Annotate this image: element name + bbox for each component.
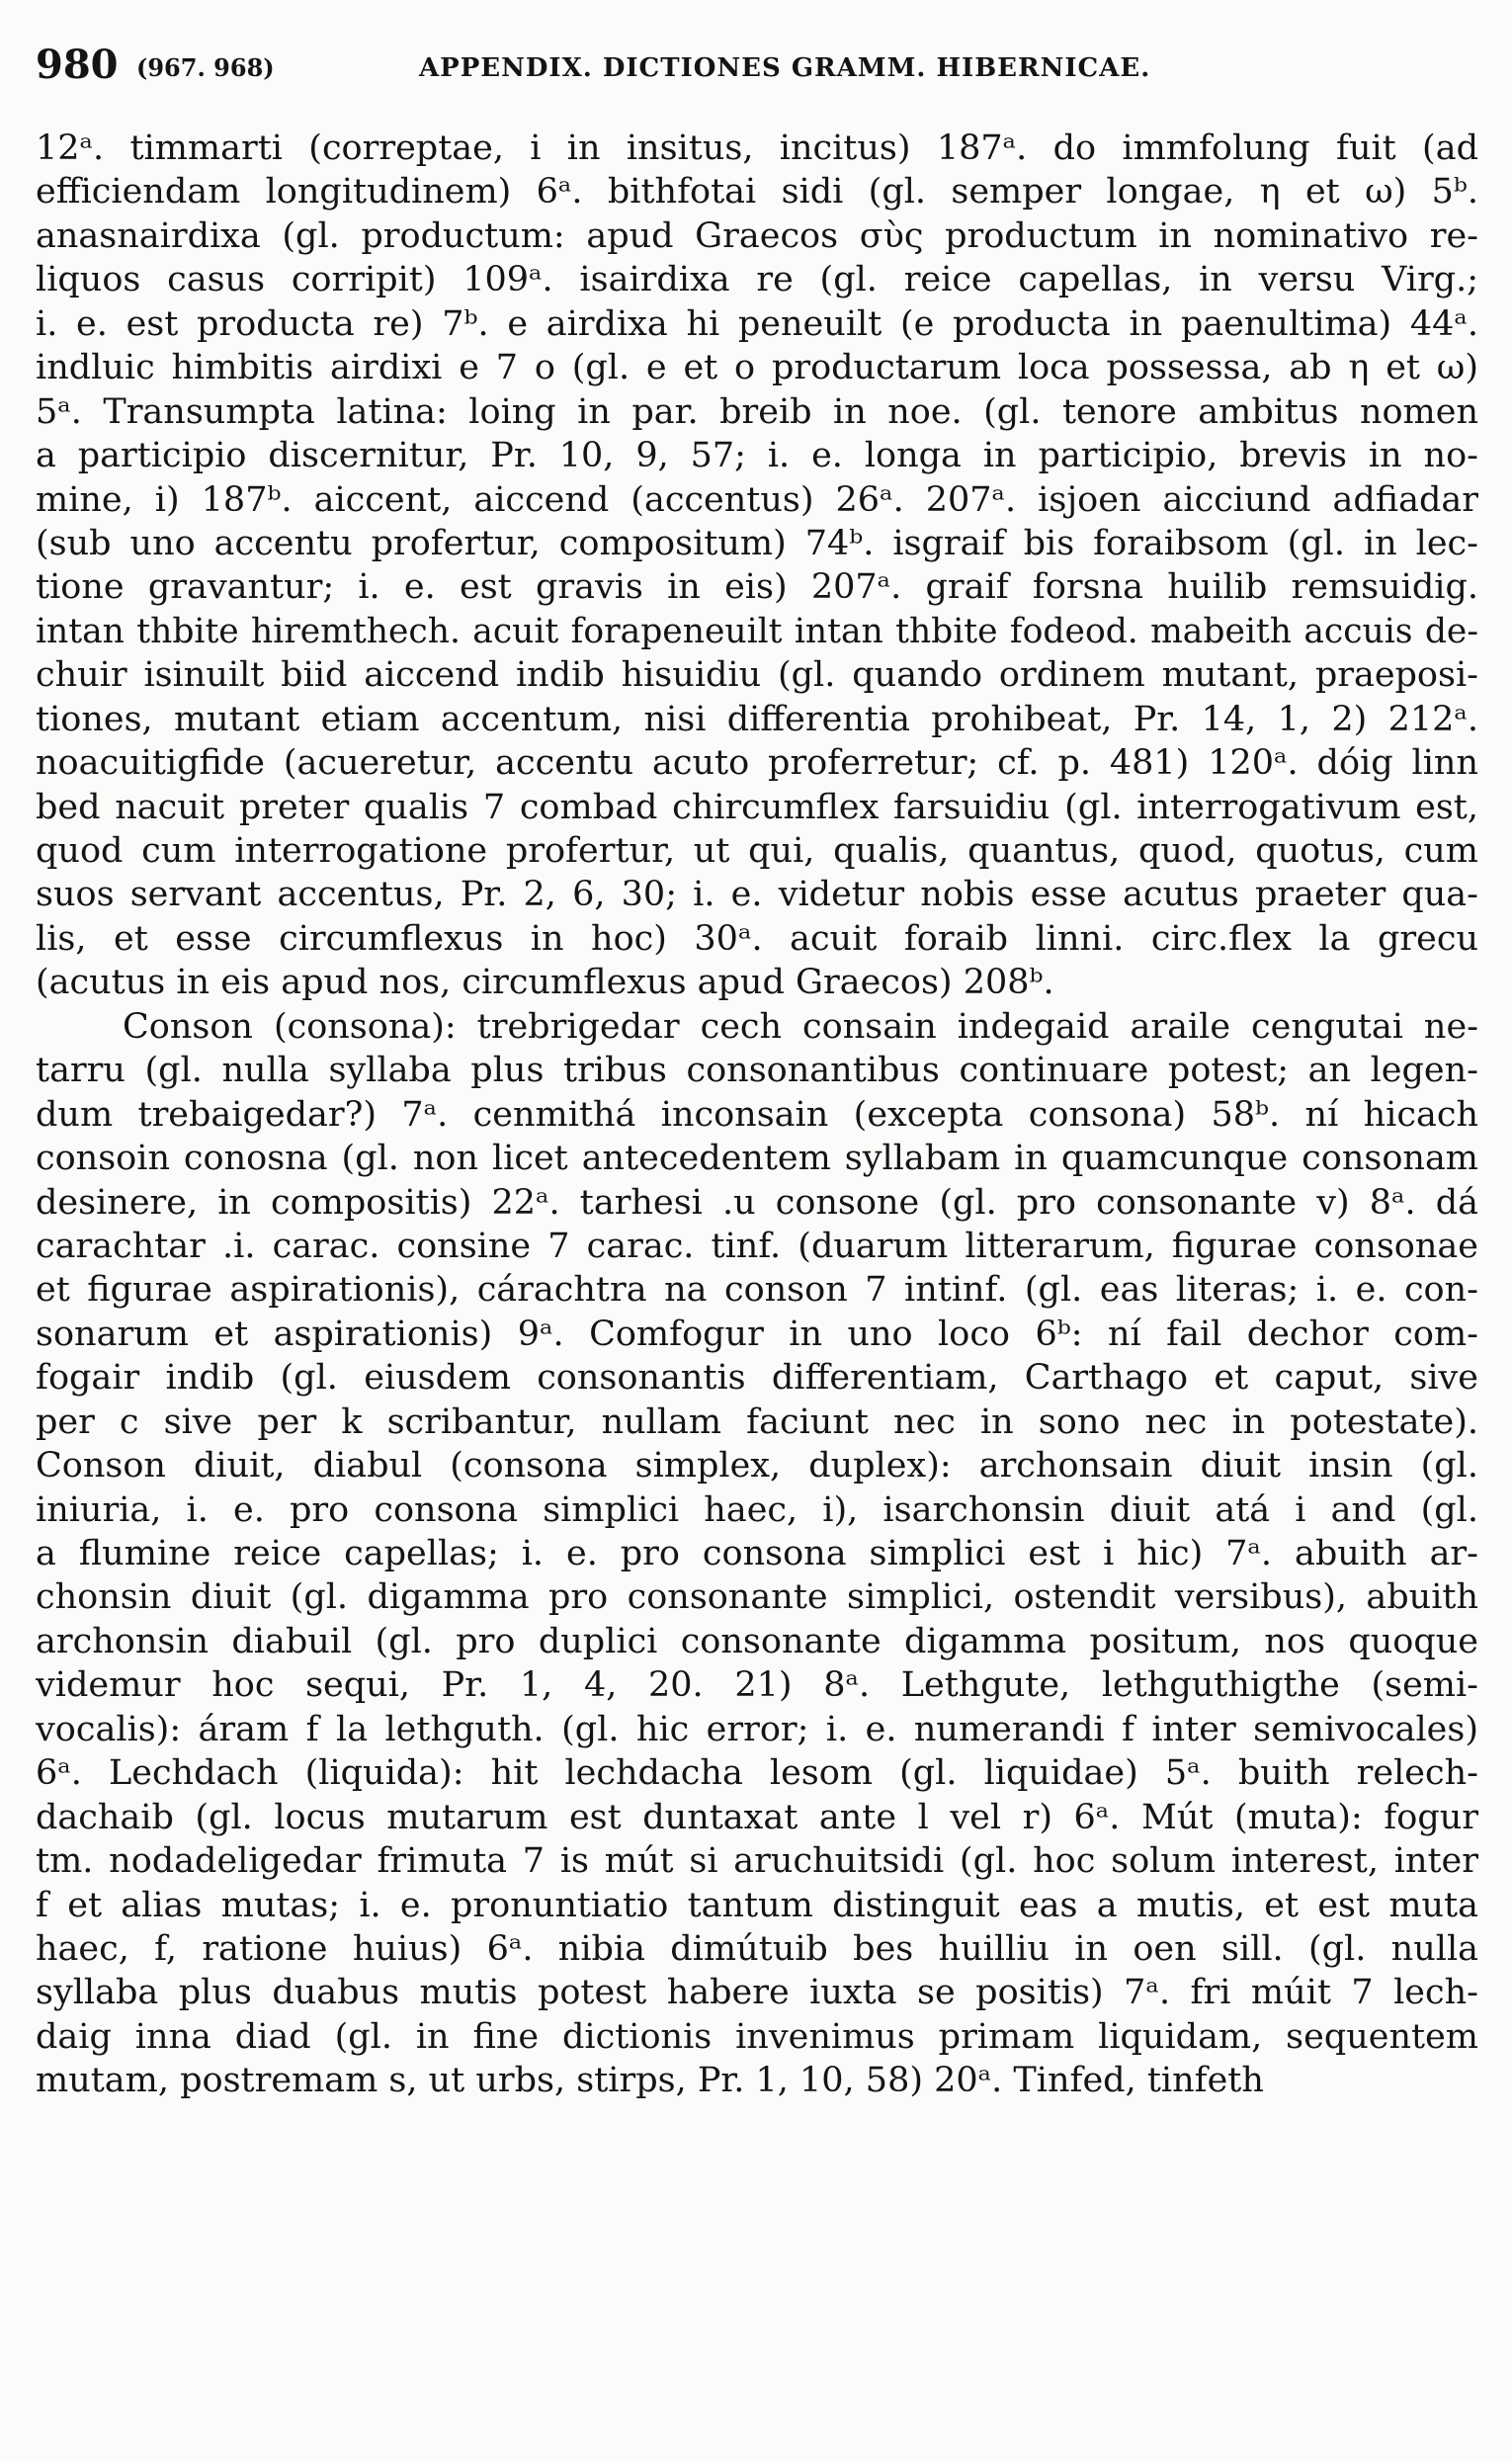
text-line: mutam, postremam s, ut urbs, stirps, Pr. 1, 10, 58) 20ᵃ. Tinfed, tinfeth: [36, 2061, 1264, 2101]
text-line: (acutus in eis apud nos, circumflexus apud Graecos) 208ᵇ.: [36, 963, 1054, 1003]
running-title: APPENDIX. DICTIONES GRAMM. HIBERNICAE.: [419, 53, 1151, 83]
text-line: (sub uno accentu profertur, compositum) 74ᵇ. isgraif bis foraibsom (gl. in lec-: [36, 523, 1478, 563]
text-line: efficiendam longitudinem) 6ᵃ. bithfotai sidi (gl. semper longae, η et ω) 5ᵇ.: [36, 172, 1478, 212]
text-line: per c sive per k scribantur, nullam faciunt nec in sono nec in potestate).: [36, 1401, 1478, 1442]
text-line: et figurae aspirationis), cárachtra na conson 7 intinf. (gl. eas literas; i. e. con-: [36, 1270, 1478, 1311]
text-line: tiones, mutant etiam accentum, nisi differentia prohibeat, Pr. 14, 1, 2) 212ᵃ.: [36, 699, 1478, 739]
text-line: 6ᵃ. Lechdach (liquida): hit lechdacha lesom (gl. liquidae) 5ᵃ. buith relech-: [36, 1753, 1478, 1794]
text-line: i. e. est producta re) 7ᵇ. e airdixa hi peneuilt (e producta in paenultima) 44ᵃ.: [36, 303, 1478, 344]
page-number: 980: [36, 42, 119, 88]
text-line: daig inna diad (gl. in fine dictionis invenimus primam liquidam, sequentem: [36, 2016, 1478, 2057]
text-line: sonarum et aspirationis) 9ᵃ. Comfogur in uno loco 6ᵇ: ní fail dechor com-: [36, 1314, 1478, 1354]
text-line: liquos casus corripit) 109ᵃ. isairdixa re (gl. reice capellas, in versu Virg.;: [36, 260, 1478, 300]
section-reference: (967. 968): [136, 53, 275, 82]
text-line: carachtar .i. carac. consine 7 carac. tinf. (duarum litterarum, figurae consonae: [36, 1226, 1478, 1266]
text-line: chonsin diuit (gl. digamma pro consonante simplici, ostendit versibus), abuith: [36, 1577, 1478, 1618]
text-line: lis, et esse circumflexus in hoc) 30ᵃ. acuit foraib linni. circ.flex la grecu: [36, 918, 1478, 959]
text-line: anasnairdixa (gl. productum: apud Graecos σὺς productum in nominativo re-: [36, 215, 1478, 256]
text-line: archonsin diabuil (gl. pro duplici consonante digamma positum, nos quoque: [36, 1621, 1478, 1661]
text-line: mine, i) 187ᵇ. aiccent, aiccend (accentus) 26ᵃ. 207ᵃ. isjoen aicciund adfiadar: [36, 479, 1478, 520]
text-line: desinere, in compositis) 22ᵃ. tarhesi .u consone (gl. pro consonante v) 8ᵃ. dá: [36, 1182, 1478, 1223]
text-line: f et alias mutas; i. e. pronuntiatio tantum distinguit eas a mutis, et est muta: [36, 1885, 1478, 1925]
glossary-text: [36, 127, 1478, 2103]
text-line: syllaba plus duabus mutis potest habere iuxta se positis) 7ᵃ. fri múit 7 lech-: [36, 1973, 1478, 2013]
text-line: intan thbite hiremthech. acuit forapeneuilt intan thbite fodeod. mabeith accuis de-: [36, 611, 1478, 651]
text-line: vocalis): áram f la lethguth. (gl. hic error; i. e. numerandi f inter semivocales): [36, 1709, 1478, 1749]
text-line: 12ᵃ. timmarti (correptae, i in insitus, incitus) 187ᵃ. do immfolung fuit (ad: [36, 128, 1478, 168]
text-line: dachaib (gl. locus mutarum est duntaxat ante l vel r) 6ᵃ. Mút (muta): fogur: [36, 1797, 1478, 1837]
text-line: consoin conosna (gl. non licet antecedentem syllabam in quamcunque consonam: [36, 1139, 1478, 1179]
text-line: 5ᵃ. Transumpta latina: loing in par. breib in noe. (gl. tenore ambitus nomen: [36, 391, 1478, 432]
text-line: indluic himbitis airdixi e 7 o (gl. e et o productarum loca possessa, ab η et ω): [36, 348, 1478, 388]
text-line: Conson diuit, diabul (consona simplex, duplex): archonsain diuit insin (gl.: [36, 1446, 1478, 1486]
text-line: iniuria, i. e. pro consona simplici haec, i), isarchonsin diuit atá i and (gl.: [36, 1489, 1478, 1530]
text-line: chuir isinuilt biid aiccend indib hisuidiu (gl. quando ordinem mutant, praeposi-: [36, 655, 1478, 696]
text-line: a flumine reice capellas; i. e. pro consona simplici est i hic) 7ᵃ. abuith ar-: [36, 1534, 1478, 1573]
text-line: videmur hoc sequi, Pr. 1, 4, 20. 21) 8ᵃ. Lethgute, lethguthigthe (semi-: [36, 1665, 1478, 1706]
text-line: suos servant accentus, Pr. 2, 6, 30; i. e. videtur nobis esse acutus praeter qua-: [36, 875, 1478, 915]
text-line: Conson (consona): trebrigedar cech consain indegaid araile cengutai ne-: [123, 1006, 1478, 1047]
text-line: tione gravantur; i. e. est gravis in eis) 207ᵃ. graif forsna huilib remsuidig.: [36, 567, 1478, 608]
text-line: haec, f, ratione huius) 6ᵃ. nibia dimútuib bes huilliu in oen sill. (gl. nulla: [36, 1928, 1478, 1969]
text-line: quod cum interrogatione profertur, ut qui, qualis, quantus, quod, quotus, cum: [36, 831, 1478, 871]
text-line: a participio discernitur, Pr. 10, 9, 57; i. e. longa in participio, brevis in no-: [36, 436, 1478, 476]
text-line: tarru (gl. nulla syllaba plus tribus consonantibus continuare potest; an legen-: [36, 1051, 1478, 1091]
text-line: noacuitigfide (acueretur, accentu acuto proferretur; cf. p. 481) 120ᵃ. dóig linn: [36, 743, 1478, 784]
text-line: fogair indib (gl. eiusdem consonantis differentiam, Carthago et caput, sive: [36, 1358, 1478, 1399]
text-line: dum trebaigedar?) 7ᵃ. cenmithá inconsain (excepta consona) 58ᵇ. ní hicach: [36, 1094, 1478, 1135]
running-header: [36, 42, 1478, 101]
text-line: tm. nodadeligedar frimuta 7 is mút si aruchuitsidi (gl. hoc solum interest, inter: [36, 1841, 1478, 1882]
text-line: bed nacuit preter qualis 7 combad chircumflex farsuidiu (gl. interrogativum est,: [36, 787, 1478, 827]
